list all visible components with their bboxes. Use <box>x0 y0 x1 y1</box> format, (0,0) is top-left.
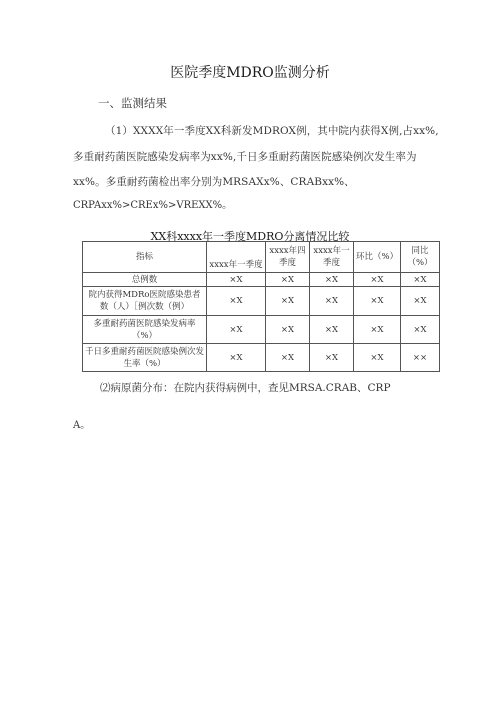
header-last-year-quarter: xxxx年一季度 <box>310 242 354 273</box>
paragraph-continuation: A。 <box>73 420 91 431</box>
header-year-on-year: 同比（%） <box>401 242 440 273</box>
row-label: 院内获得MDRo医院感染患者数（人）［例次数（例） <box>83 287 207 316</box>
table-cell: ×X <box>354 273 401 287</box>
table-cell: ×X <box>354 316 401 344</box>
table-cell: ×X <box>401 273 440 287</box>
table-title: XX科xxxx年一季度MDRO分离情况比较 <box>150 230 350 243</box>
table-row <box>83 316 440 344</box>
header-indicator: 指标 <box>83 242 207 273</box>
paragraph-detection-order: CRPAxx%>CREx%>VREXX%。 <box>73 200 233 211</box>
table-cell: ×X <box>310 316 354 344</box>
document-title: 医院季度MDRO监测分析 <box>170 65 330 81</box>
header-previous-quarter: xxxx年四季度 <box>266 242 310 273</box>
table-cell: ×X <box>354 287 401 316</box>
paragraph-pathogen-distribution: ⑵病原菌分布：在院内获得病例中，查见MRSA.CRAB、CRP <box>100 382 391 394</box>
table-header-row <box>83 242 440 273</box>
table-cell: ×X <box>310 344 354 372</box>
table-cell: ×X <box>401 287 440 316</box>
mdro-comparison-table <box>82 241 440 372</box>
table-cell: ×X <box>266 273 310 287</box>
row-label: 总例数 <box>83 273 207 287</box>
table-cell: ×X <box>266 287 310 316</box>
table-row <box>83 273 440 287</box>
table-cell: ×× <box>401 344 440 372</box>
header-chain-ratio: 环比（%） <box>354 242 401 273</box>
table-cell: ×X <box>354 344 401 372</box>
table-cell: ×X <box>310 287 354 316</box>
row-label: 多重耐药菌医院感染发病率（%） <box>83 316 207 344</box>
table-cell: ×X <box>207 344 266 372</box>
header-current-quarter: xxxx年一季度 <box>207 242 266 273</box>
paragraph-monitoring-result: （1）XXXX年一季度XX科新发MDROX例，其中院内获得X例,占xx%,多重耐药菌医院感染发病率为xx%,千日多重耐药菌医院感染例次发生率为xx%。多重耐药菌检出率分别为MRSAXx%、CRABxx%、 <box>73 125 439 188</box>
table-cell: ×X <box>266 344 310 372</box>
table-row <box>83 287 440 316</box>
section-heading: 一、监测结果 <box>98 96 167 110</box>
table-cell: ×X <box>207 316 266 344</box>
table-cell: ×X <box>207 273 266 287</box>
table-cell: ×X <box>310 273 354 287</box>
table-cell: ×X <box>266 316 310 344</box>
table-cell: ×X <box>207 287 266 316</box>
table-row <box>83 344 440 372</box>
table-cell: ×X <box>401 316 440 344</box>
row-label: 千日多重耐药菌医院感染例次发生率（%） <box>83 344 207 372</box>
